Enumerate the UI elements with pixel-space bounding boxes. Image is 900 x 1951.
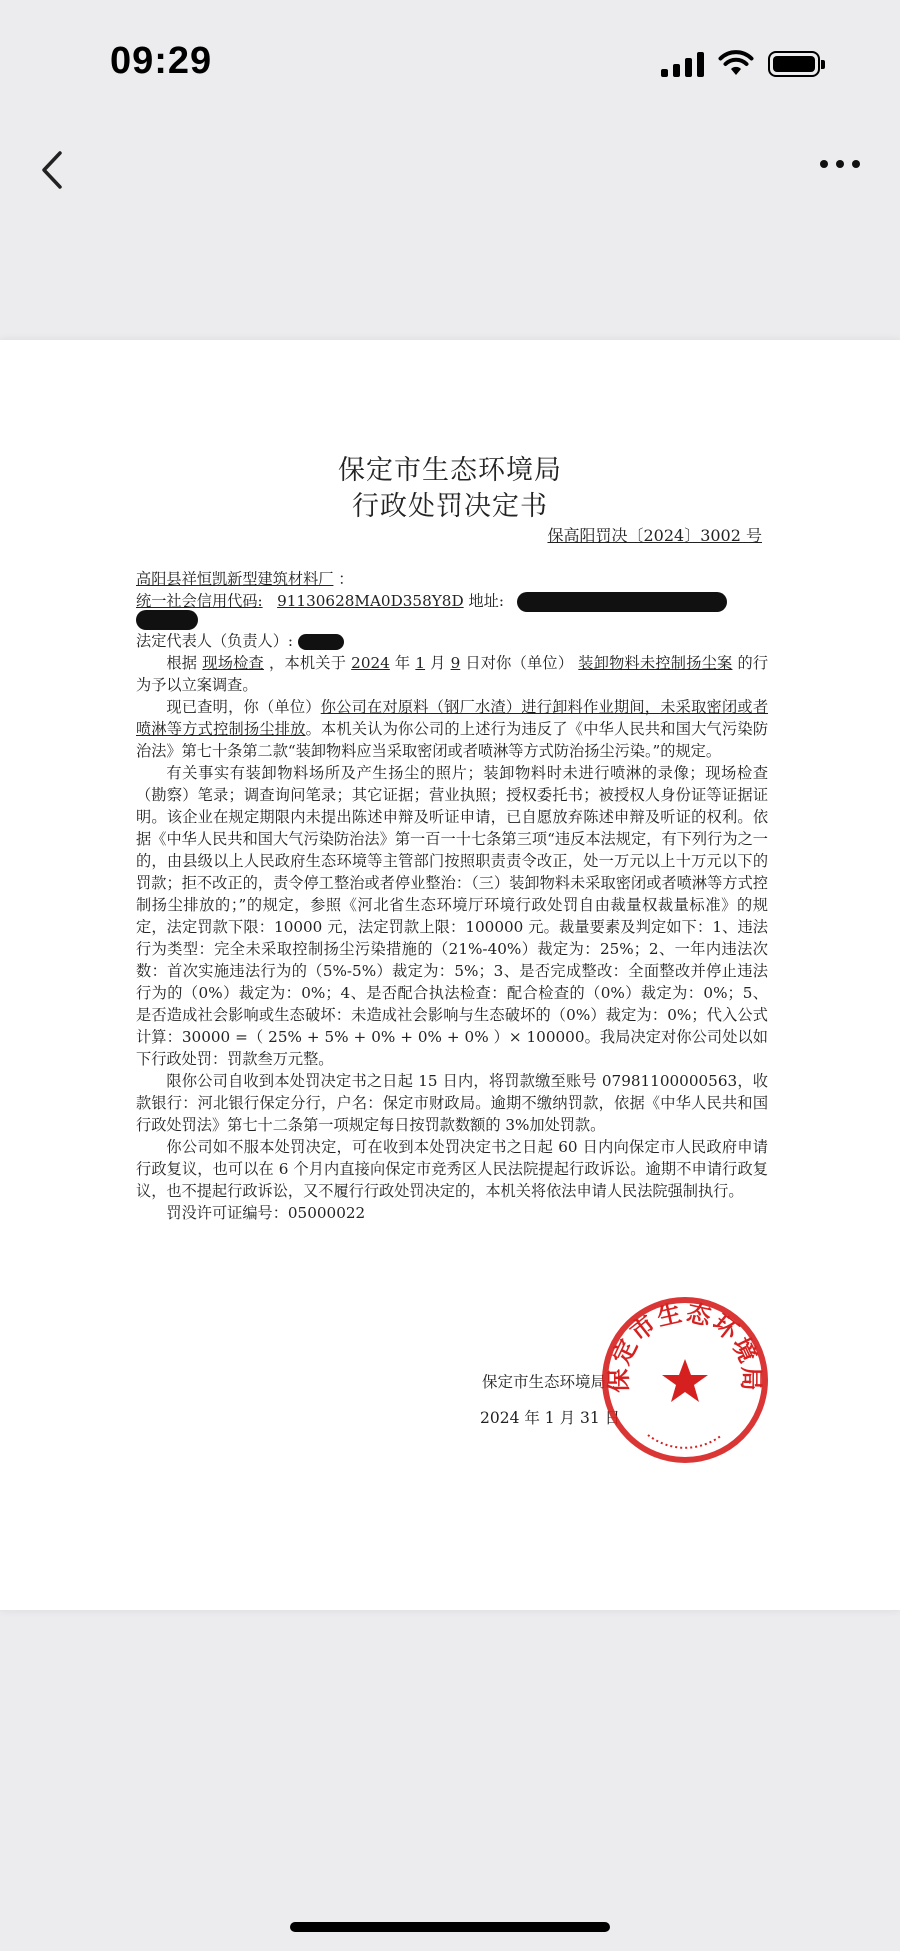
- credit-line: [136, 590, 768, 612]
- doc-title-line1: 保定市生态环境局: [338, 455, 562, 486]
- redacted-legal-rep: [298, 634, 344, 650]
- doc-number: 保高阳罚决〔2024〕3002 号: [547, 526, 762, 545]
- home-indicator[interactable]: [290, 1922, 610, 1932]
- official-seal-icon: [600, 1295, 770, 1465]
- cellular-signal-icon: [661, 51, 704, 77]
- credit-code: 91130628MA0D358Y8D: [277, 592, 464, 610]
- status-time: 09:29: [110, 40, 213, 82]
- status-bar: [0, 0, 900, 130]
- doc-body: [136, 568, 768, 1224]
- doc-title-line2: 行政处罚决定书: [352, 491, 548, 522]
- signing-date: 2024 年 1 月 31 日: [480, 1409, 621, 1427]
- legal-rep-line: [136, 630, 768, 652]
- address-label: 地址:: [468, 592, 504, 610]
- paragraph-5: 你公司如不服本处罚决定，可在收到本处罚决定书之日起 60 日内向保定市人民政府申请行政复议，也可以在 6 个月内直接向保定市竞秀区人民法院提起行政诉讼。逾期不申请行政复议，也不提起行政诉讼，又不履行行政处罚决定的，本机关将依法申请人民法院强制执行。: [136, 1138, 768, 1200]
- more-options-icon[interactable]: [820, 160, 860, 168]
- party-line: 高阳县祥恒凯新型建筑材料厂 ：: [136, 570, 354, 588]
- redacted-address: [517, 592, 727, 612]
- party-name: 高阳县祥恒凯新型建筑材料厂: [136, 570, 334, 588]
- paragraph-4: 限你公司自收到本处罚决定书之日起 15 日内，将罚款缴至账号 07981100000563，收款银行：河北银行保定分行，户名：保定市财政局。逾期不缴纳罚款，依据《中华人民共和国行政处罚法》第七十二条第一项规定每日按罚款数额的 3%加处罚款。: [136, 1072, 768, 1134]
- paragraph-1: 根据 现场检查 ，本机关于 2024 年 1 月 9 日对你（单位） 装卸物料未控制扬尘案 的行为予以立案调查。: [136, 654, 769, 694]
- credit-label: 统一社会信用代码:: [136, 592, 263, 610]
- wifi-icon: [718, 50, 754, 77]
- redacted-address-cont: [136, 610, 198, 630]
- penalty-license-number: 罚没许可证编号：05000022: [166, 1204, 366, 1222]
- legal-rep-label: 法定代表人（负责人）:: [136, 632, 293, 650]
- paragraph-2: 现已查明，你（单位）你公司在对原料（钢厂水渣）进行卸料作业期间，未采取密闭或者喷淋等方式控制扬尘排放。本机关认为你公司的上述行为违反了《中华人民共和国大气污染防治法》第七十条第二款“装卸物料应当采取密闭或者喷淋等方式防治扬尘污染。”的规定。: [136, 698, 769, 760]
- seal-text: 保定市生态环境局: [604, 1298, 766, 1393]
- status-icons: [661, 50, 820, 77]
- back-chevron-icon[interactable]: [30, 145, 80, 195]
- paragraph-3: 有关事实有装卸物料场所及产生扬尘的照片；装卸物料时未进行喷淋的录像；现场检查（勘察）笔录；调查询问笔录；其它证据；营业执照；授权委托书；被授权人身份证等证据证明。该企业在规定期限内未提出陈述申辩及听证申请，已自愿放弃陈述申辩及听证的权利。依据《中华人民共和国大气污染防治法》第一百一十七条第三项“违反本法规定，有下列行为之一的，由县级以上人民政府生态环境等主管部门按照职责责令改正，处一万元以上十万元以下的罚款；拒不改正的，责令停工整治或者停业整治：（三）装卸物料未采取密闭或者喷淋等方式控制扬尘排放的；”的规定，参照《河北省生态环境厅环境行政处罚自由裁量权裁量标准》的规定，法定罚款下限：10000 元，法定罚款上限：100000 元。裁量要素及判定如下：1、违法行为类型：完全未采取控制扬尘污染措施的（21%-40%）裁定为：25%；2、一年内违法次数：首次实施违法行为的（5%-5%）裁定为：5%；3、是否完成整改：全面整改并停止违法行为的（0%）裁定为：0%；4、是否配合执法检查：配合检查的（0%）裁定为：0%；5、是否造成社会影响或生态破坏：未造成社会影响与生态破坏的（0%）裁定为：0%；代入公式计算：30000 =（ 25% + 5% + 0% + 0% + 0% ）× 100000。我局决定对你公司处以如下行政处罚：罚款叁万元整。: [136, 764, 768, 1068]
- document-page: [0, 340, 900, 1610]
- signing-organization: 保定市生态环境局: [482, 1373, 607, 1391]
- battery-icon: [768, 51, 820, 77]
